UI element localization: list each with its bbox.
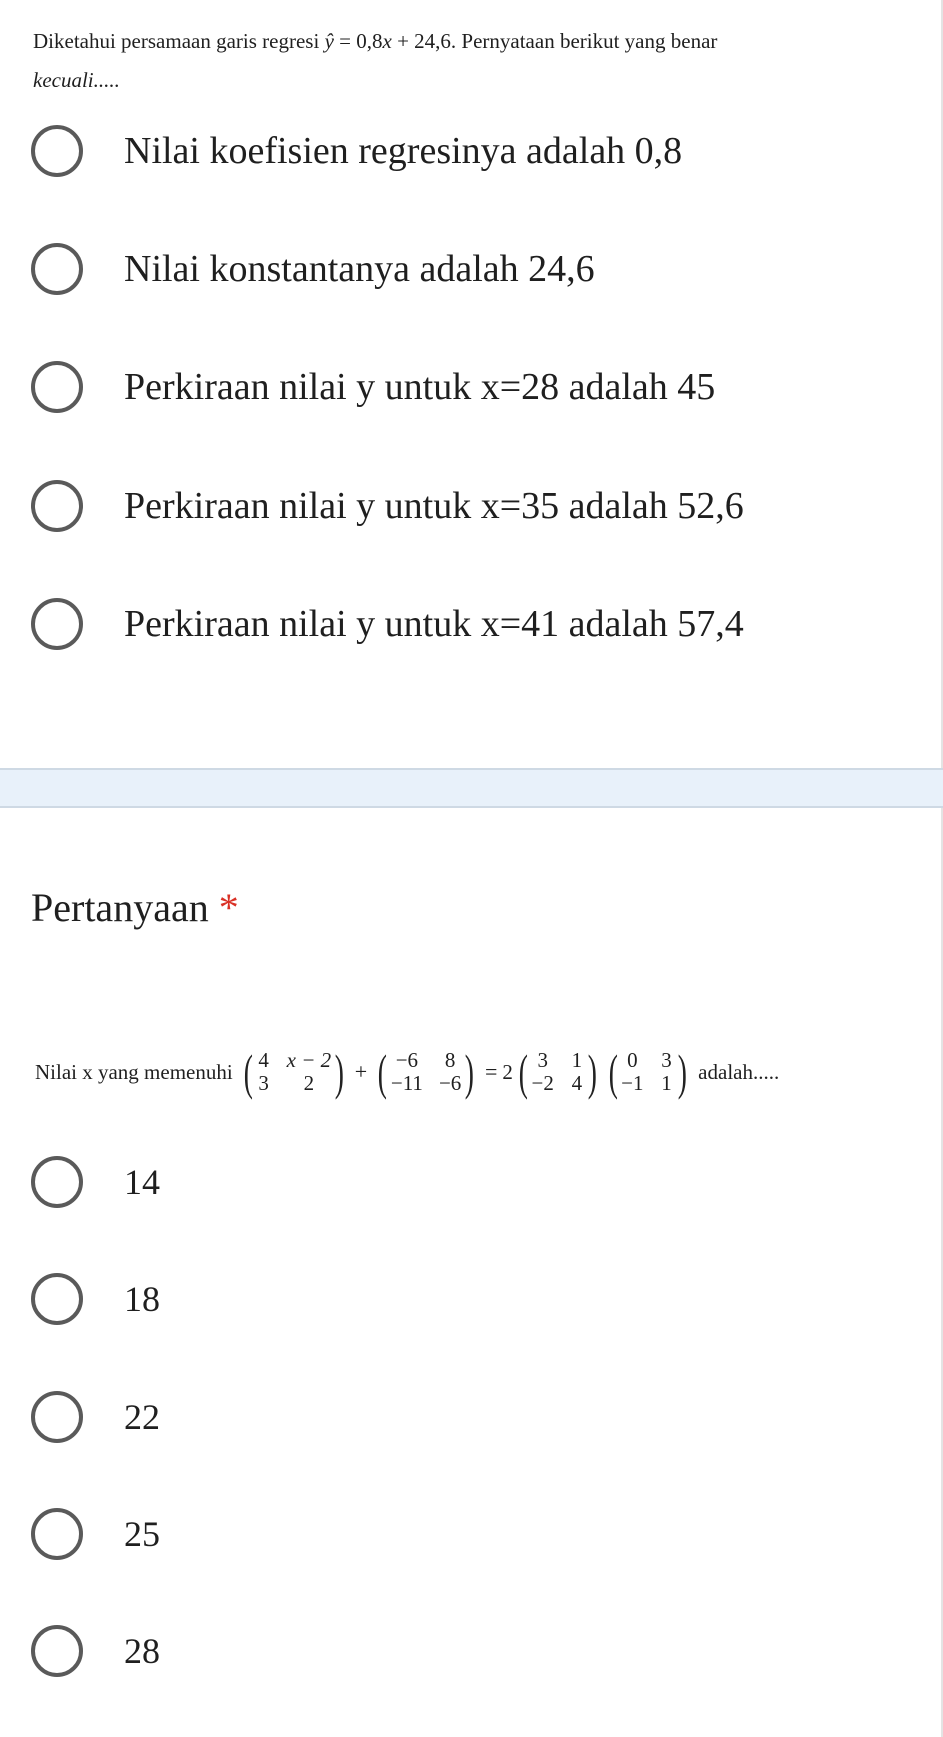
- q2-option-5[interactable]: [31, 1625, 160, 1677]
- section-divider: [0, 768, 943, 808]
- radio-button[interactable]: [31, 1391, 83, 1443]
- radio-button[interactable]: [31, 480, 83, 532]
- option-label: Perkiraan nilai y untuk x=28 adalah 45: [124, 366, 716, 408]
- option-label: Perkiraan nilai y untuk x=41 adalah 57,4: [124, 603, 744, 645]
- radio-button[interactable]: [31, 125, 83, 177]
- option-label: 22: [124, 1397, 160, 1437]
- matrix-b: ( −6 8 −11 −6 ): [377, 1044, 475, 1100]
- question-2-text: Nilai x yang memenuhi ( 4 x − 2 3 2 ) + ( −6 8 −11 −6 ) = 2 ( 3 1 −2 4 ) ( 0 3 −1 1 ) adalah.....: [35, 1044, 780, 1100]
- required-asterisk: *: [218, 885, 239, 930]
- matrix-a: ( 4 x − 2 3 2 ): [243, 1044, 345, 1100]
- radio-button[interactable]: [31, 598, 83, 650]
- q2-option-4[interactable]: [31, 1508, 160, 1560]
- section-title: Pertanyaan *: [31, 885, 239, 930]
- matrix-d: ( 0 3 −1 1 ): [608, 1044, 687, 1100]
- q2-option-2[interactable]: [31, 1273, 160, 1325]
- radio-button[interactable]: [31, 1273, 83, 1325]
- radio-button[interactable]: [31, 1508, 83, 1560]
- radio-button[interactable]: [31, 243, 83, 295]
- radio-button[interactable]: [31, 1156, 83, 1208]
- q1-option-4[interactable]: [31, 480, 744, 532]
- option-label: Perkiraan nilai y untuk x=35 adalah 52,6: [124, 485, 744, 527]
- q1-option-5[interactable]: [31, 598, 744, 650]
- option-label: 25: [124, 1514, 160, 1554]
- option-label: 28: [124, 1631, 160, 1671]
- question-1-text: Diketahui persamaan garis regresi ŷ = 0,8x + 24,6. Pernyataan berikut yang benar kecuali.....: [33, 29, 718, 92]
- q1-option-1[interactable]: [31, 125, 682, 177]
- option-label: Nilai koefisien regresinya adalah 0,8: [124, 130, 683, 172]
- radio-button[interactable]: [31, 1625, 83, 1677]
- regression-equation: ŷ = 0,8x + 24,6: [324, 29, 451, 53]
- option-label: 14: [124, 1162, 160, 1202]
- q1-option-3[interactable]: [31, 361, 715, 413]
- matrix-c: ( 3 1 −2 4 ): [518, 1044, 597, 1100]
- radio-button[interactable]: [31, 361, 83, 413]
- q1-option-2[interactable]: [31, 243, 595, 295]
- option-label: 18: [124, 1279, 160, 1319]
- q2-option-1[interactable]: [31, 1156, 160, 1208]
- option-label: Nilai konstantanya adalah 24,6: [124, 248, 595, 290]
- q2-option-3[interactable]: [31, 1391, 160, 1443]
